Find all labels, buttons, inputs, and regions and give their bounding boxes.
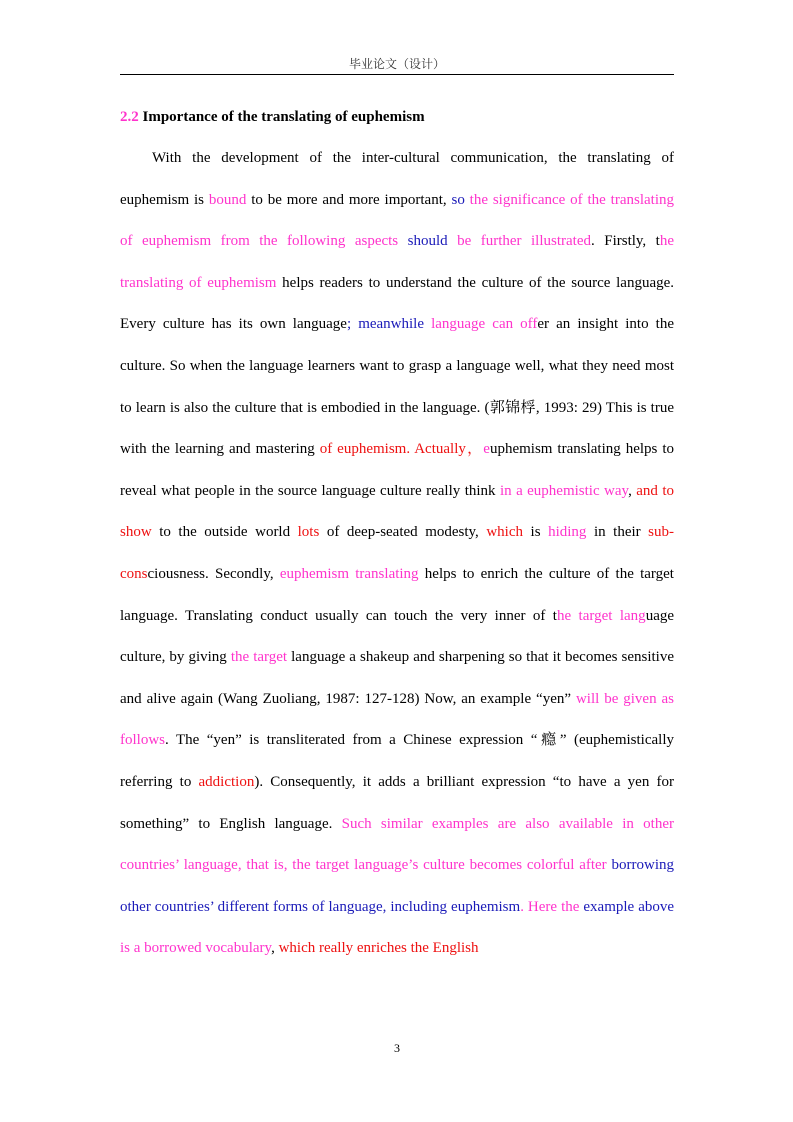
text-run: language a shakeup and sharpening so that it becomes sensitive and alive again (Wang Zuoliang, 1987: 127-128) Now, an example “yen”: [120, 649, 675, 707]
text-run: will be given as follows: [120, 690, 674, 749]
text-run: hiding: [548, 524, 587, 541]
text-run: . Here the: [520, 898, 584, 915]
text-run: lots: [297, 524, 320, 541]
text-run: . The “yen” is transliterated from a Chinese expression “瘾” (euphemistically referring to: [120, 732, 674, 790]
text-run: borrowing other countries’ different forms of language, including euphemism: [120, 857, 674, 915]
text-run: helps readers to understand the culture of the source language. Every culture has its own language: [120, 274, 675, 333]
text-run: sub-cons: [120, 524, 675, 582]
text-run: be further illustrated: [447, 233, 591, 250]
section-number: 2.2: [120, 109, 139, 125]
section-title: Importance of the translating of euphemism: [138, 109, 425, 125]
text-run: language can off: [424, 316, 538, 333]
text-run: in their: [586, 524, 649, 541]
text-run: helps to enrich the culture of the target language. Translating conduct usually can touch the very inner of t: [120, 565, 674, 624]
text-run: euphemism translating: [279, 565, 419, 582]
text-run: to the outside world: [151, 524, 298, 541]
text-run: so: [451, 191, 465, 208]
text-run: and to show: [120, 482, 675, 541]
text-run: of deep-seated modesty,: [319, 524, 487, 541]
text-run: is: [523, 524, 549, 541]
text-run: is a borrowed vocabulary: [120, 940, 272, 957]
text-run: which really enriches the English: [278, 940, 479, 957]
text-run: which: [486, 524, 524, 541]
page-number: 3: [394, 1041, 400, 1055]
text-run: in a euphemistic way: [499, 482, 629, 499]
text-run: ,: [628, 482, 637, 499]
text-run: ciousness. Secondly,: [147, 565, 280, 582]
text-run: the target: [230, 649, 288, 666]
text-run: should: [407, 233, 448, 250]
text-run: ). Consequently, it adds a brilliant expression “to have a yen for something” to English language.: [120, 773, 674, 832]
header-rule: [120, 74, 674, 75]
text-run: he translating of euphemism: [120, 233, 674, 291]
text-run: example above: [583, 898, 675, 915]
text-run: bound: [208, 191, 247, 208]
body-paragraph: [120, 138, 674, 970]
text-run: Such similar examples are also available in other countries’ language, that is, the target language’s culture becomes colorful after: [120, 815, 674, 874]
text-run: uphemism translating helps to reveal what people in the source language culture really think: [120, 441, 674, 499]
text-run: ; meanwhile: [346, 316, 424, 333]
running-header: 毕业论文（设计）: [348, 57, 445, 71]
text-run: uage culture, by giving: [120, 607, 675, 666]
text-run: to be more and more important,: [246, 191, 452, 208]
text-run: With the development of the inter-cultural communication, the translating of euphemism is: [120, 150, 674, 208]
text-run: he target lang: [556, 607, 646, 624]
text-run: ,: [271, 940, 279, 957]
text-run: the significance of the translating of euphemism from the following aspects: [120, 191, 674, 250]
text-run: e: [483, 441, 490, 458]
section-heading: [120, 106, 674, 128]
text-run: addiction: [198, 773, 255, 790]
text-run: of euphemism. Actually，: [319, 441, 484, 458]
text-run: er an insight into the culture. So when the language learners want to grasp a language well, what they need most to learn is also the culture that is embodied in the language. (郭锦桴, 1993: 29) This is true with the learning and mastering: [120, 316, 674, 458]
text-run: . Firstly, t: [591, 233, 660, 250]
